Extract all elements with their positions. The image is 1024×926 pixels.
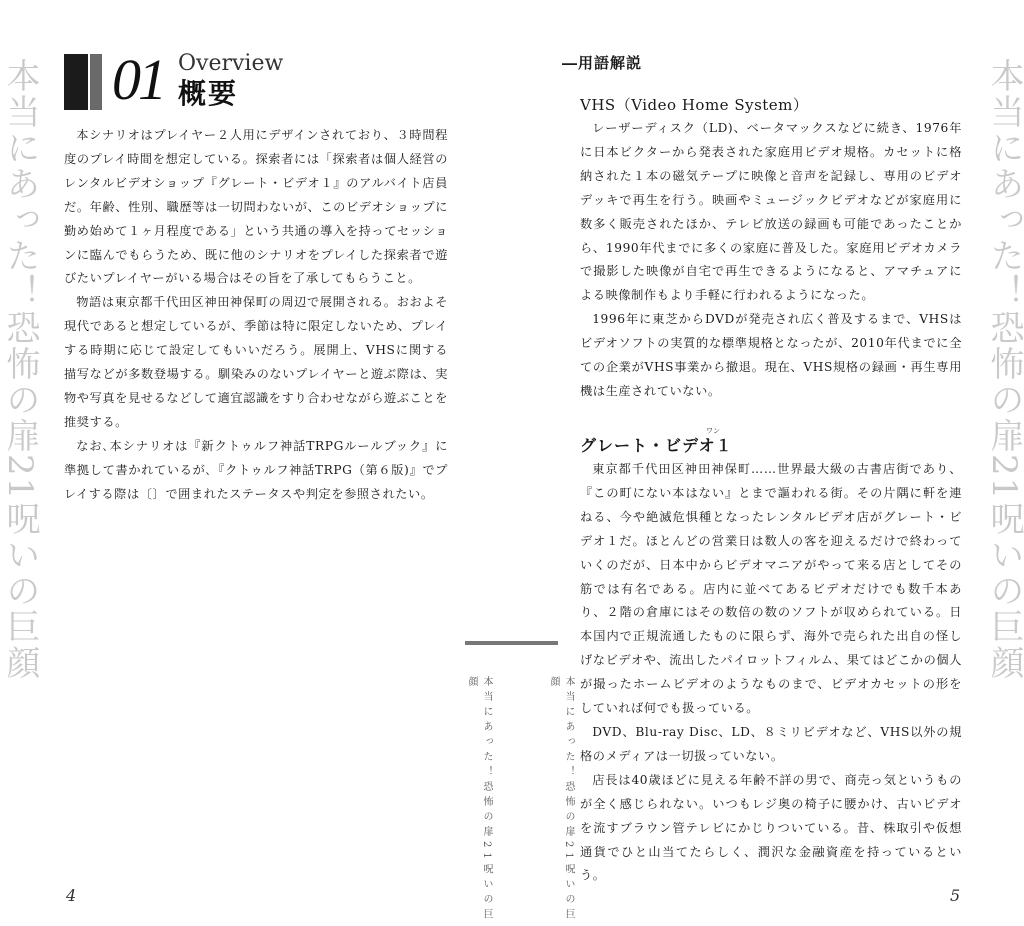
glossary-paragraph: 店長は40歳ほどに見える年齢不詳の男で、商売っ気というものが全く感じられない。いつもレジ奥の椅子に腰かけ、古いビデオを流すブラウン管テレビにかじりついている。昔、株取引や仮想通貨でひと山当てたらしく、潤沢な金融資産を持っているという。 [580, 772, 962, 883]
chapter-english-title: Overview [178, 51, 284, 76]
side-title-right: 本当にあった！恐怖の扉21呪いの巨顔 [984, 58, 1024, 682]
glossary-entry-title-shop: グレート・ビデオ１ [580, 436, 733, 455]
chapter-number: 01 [112, 47, 164, 112]
chapter-mark [64, 54, 104, 110]
gutter-title-left: 本当にあった！恐怖の扉21呪いの巨顔 [466, 676, 492, 924]
chapter-japanese-title: 概要 [178, 77, 239, 110]
overview-paragraph: 本シナリオはプレイヤー２人用にデザインされており、３時間程度のプレイ時間を想定している。探索者には「探索者は個人経営のレンタルビデオショップ『グレート・ビデオ１』のアルバイト店員だ。年齢、性別、職歴等は一切問わないが、このビデオショップに勤め始めて１ヶ月程度である」という共通の導入を持ってセッションに臨んでもらうため、既に他のシナリオをプレイした探索者で遊びたいプレイヤーがいる場合はその旨を了承してもらうこと。 [64, 128, 448, 286]
glossary-paragraph: レーザーディスク（LD)、ベータマックスなどに続き、1976年に日本ビクターから発表された家庭用ビデオ規格。カセットに格納された１本の磁気テープに映像と音声を記録し、専用のビデオデッキで再生を行う。映画やミュージックビデオなどが家庭用に数多く販売されたほか、テレビ放送の録画も可能であったことから、1990年代までに多くの家庭に普及した。家庭用ビデオカメラで撮影した映像が自宅で再生できるようになると、アマチュアによる映像制作もより手軽に行われるようになった。 [580, 121, 962, 303]
page-number-left: 4 [66, 886, 77, 905]
gutter-title-right: 本当にあった！恐怖の扉21呪いの巨顔 [548, 676, 574, 924]
page-number-right: 5 [950, 886, 961, 905]
overview-body [64, 124, 448, 507]
gutter-divider [465, 641, 558, 645]
glossary-paragraph: 1996年に東芝からDVDが発売され広く普及するまで、VHSはビデオソフトの実質的な標準規格となったが、2010年代までに全ての企業がVHS事業から撤退。現在、VHS規格の録画・再生専用機は生産されていない。 [580, 312, 962, 398]
glossary-heading: ―用語解説 [562, 54, 643, 72]
glossary-paragraph: DVD、Blu-ray Disc、LD、８ミリビデオなど、VHS以外の規格のメディアは一切扱っていない。 [580, 724, 962, 763]
side-title-left: 本当にあった！恐怖の扉21呪いの巨顔 [0, 58, 40, 682]
glossary-entry-body-shop [580, 458, 962, 888]
overview-paragraph: なお､本シナリオは『新クトゥルフ神話TRPGルールブック』に準拠して書かれているが､『クトゥルフ神話TRPG（第６版)』でプレイする際は〔〕で囲まれたステータスや判定を参照されたい。 [64, 438, 448, 501]
glossary-entry-body-vhs [580, 117, 962, 404]
ruby-annotation: ワン [706, 427, 720, 435]
glossary-entry-title-vhs: VHS（Video Home System） [580, 96, 809, 114]
overview-paragraph: 物語は東京都千代田区神田神保町の周辺で展開される。おおよそ現代であると想定しているが、季節は特に限定しないため、プレイする時期に応じて設定してもいいだろう。展開上、VHSに関する描写などが多数登場する。馴染みのないプレイヤーと遊ぶ際は、実物や写真を見せるなどして適宜認識をすり合わせながら遊ぶことを推奨する。 [64, 295, 448, 429]
glossary-paragraph: 東京都千代田区神田神保町……世界最大級の古書店街であり、『この町にない本はない』とまで謳われる街。その片隅に軒を連ねる、今や絶滅危惧種となったレンタルビデオ店がグレート・ビデオ１だ。ほとんどの営業日は数人の客を迎えるだけで終わっていくのだが、日本中からビデオマニアがやって来る店としてその筋では有名である。店内に並べてあるビデオだけでも数千本あり、２階の倉庫にはその数倍の数のソフトが収められている。日本国内で正規流通したものに限らず、海外で売られた出自の怪しげなビデオや、流出したパイロットフィルム、果てはどこかの個人が撮ったホームビデオのようなものまで、ビデオカセットの形をしていれば何でも扱っている。 [580, 462, 962, 716]
